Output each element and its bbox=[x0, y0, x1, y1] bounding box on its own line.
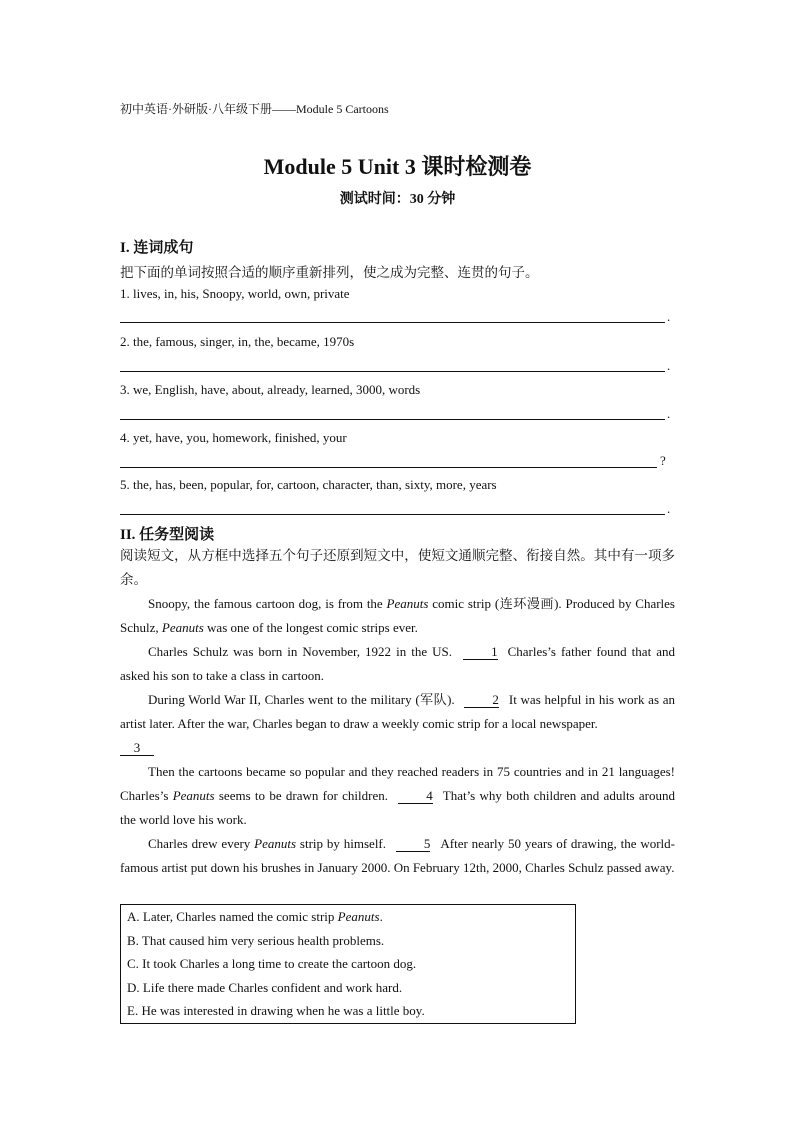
blank-5[interactable]: 5 bbox=[396, 837, 431, 852]
passage bbox=[120, 592, 675, 880]
question-4: 4. yet, have, you, homework, finished, your bbox=[120, 430, 347, 445]
option-b: B. That caused him very serious health problems. bbox=[127, 933, 385, 948]
question-5: 5. the, has, been, popular, for, cartoon, character, than, sixty, more, years bbox=[120, 477, 497, 492]
passage-paragraph-4: Then the cartoons became so popular and they reached readers in 75 countries and in 21 languages! Charles’s Peanuts seems to be drawn for children. 4 That’s why both children and adults around the world love his work. bbox=[120, 764, 675, 827]
blank-3[interactable]: 3 bbox=[120, 741, 154, 756]
blank-1[interactable]: 1 bbox=[463, 645, 498, 660]
question-1: 1. lives, in, his, Snoopy, world, own, private bbox=[120, 286, 350, 301]
page-header: 初中英语·外研版·八年级下册——Module 5 Cartoons bbox=[120, 102, 389, 116]
answer-line-2[interactable] bbox=[120, 371, 665, 372]
option-c: C. It took Charles a long time to create the cartoon dog. bbox=[127, 956, 417, 971]
answer-end-1: . bbox=[667, 309, 671, 324]
section1-title: I. 连词成句 bbox=[120, 240, 194, 256]
blank-4[interactable]: 4 bbox=[398, 789, 433, 804]
question-3: 3. we, English, have, about, already, learned, 3000, words bbox=[120, 382, 421, 397]
passage-paragraph-blank3 bbox=[120, 736, 675, 760]
answer-end-4: ? bbox=[660, 453, 666, 468]
answer-line-1[interactable] bbox=[120, 322, 665, 323]
passage-paragraph-3: During World War II, Charles went to the military (军队). 2 It was helpful in his work as an artist later. After the war, Charles began to draw a weekly comic strip for a local newspaper. bbox=[120, 692, 675, 731]
options-box bbox=[120, 904, 576, 1024]
answer-line-3[interactable] bbox=[120, 419, 665, 420]
question-2: 2. the, famous, singer, in, the, became, 1970s bbox=[120, 334, 355, 349]
option-e: E. He was interested in drawing when he was a little boy. bbox=[127, 1003, 425, 1018]
blank-2[interactable]: 2 bbox=[464, 693, 499, 708]
answer-line-4[interactable] bbox=[120, 467, 657, 468]
section2-instruction: 阅读短文，从方框中选择五个句子还原到短文中，使短文通顺完整、衔接自然。其中有一项多余。 bbox=[120, 548, 675, 587]
section1-instruction: 把下面的单词按照合适的顺序重新排列，使之成为完整、连贯的句子。 bbox=[120, 265, 539, 280]
test-time: 测试时间：30 分钟 bbox=[339, 192, 456, 207]
answer-end-2: . bbox=[667, 358, 671, 373]
page-title: Module 5 Unit 3 课时检测卷 bbox=[263, 154, 532, 179]
answer-line-5[interactable] bbox=[120, 514, 665, 515]
passage-paragraph-5: Charles drew every Peanuts strip by himself. 5 After nearly 50 years of drawing, the world-famous artist put down his brushes in January 2000. On February 12th, 2000, Charles Schulz passed away. bbox=[120, 836, 676, 875]
option-d: D. Life there made Charles confident and work hard. bbox=[127, 980, 403, 995]
answer-end-3: . bbox=[667, 406, 671, 421]
section2-title: II. 任务型阅读 bbox=[120, 527, 215, 543]
option-a: A. Later, Charles named the comic strip Peanuts. bbox=[127, 909, 383, 924]
passage-paragraph-2: Charles Schulz was born in November, 1922 in the US. 1 Charles’s father found that and asked his son to take a class in cartoon. bbox=[120, 644, 675, 683]
passage-paragraph-1: Snoopy, the famous cartoon dog, is from the Peanuts comic strip (连环漫画). Produced by Charles Schulz, Peanuts was one of the longest comic strips ever. bbox=[120, 596, 675, 635]
answer-end-5: . bbox=[667, 501, 671, 516]
